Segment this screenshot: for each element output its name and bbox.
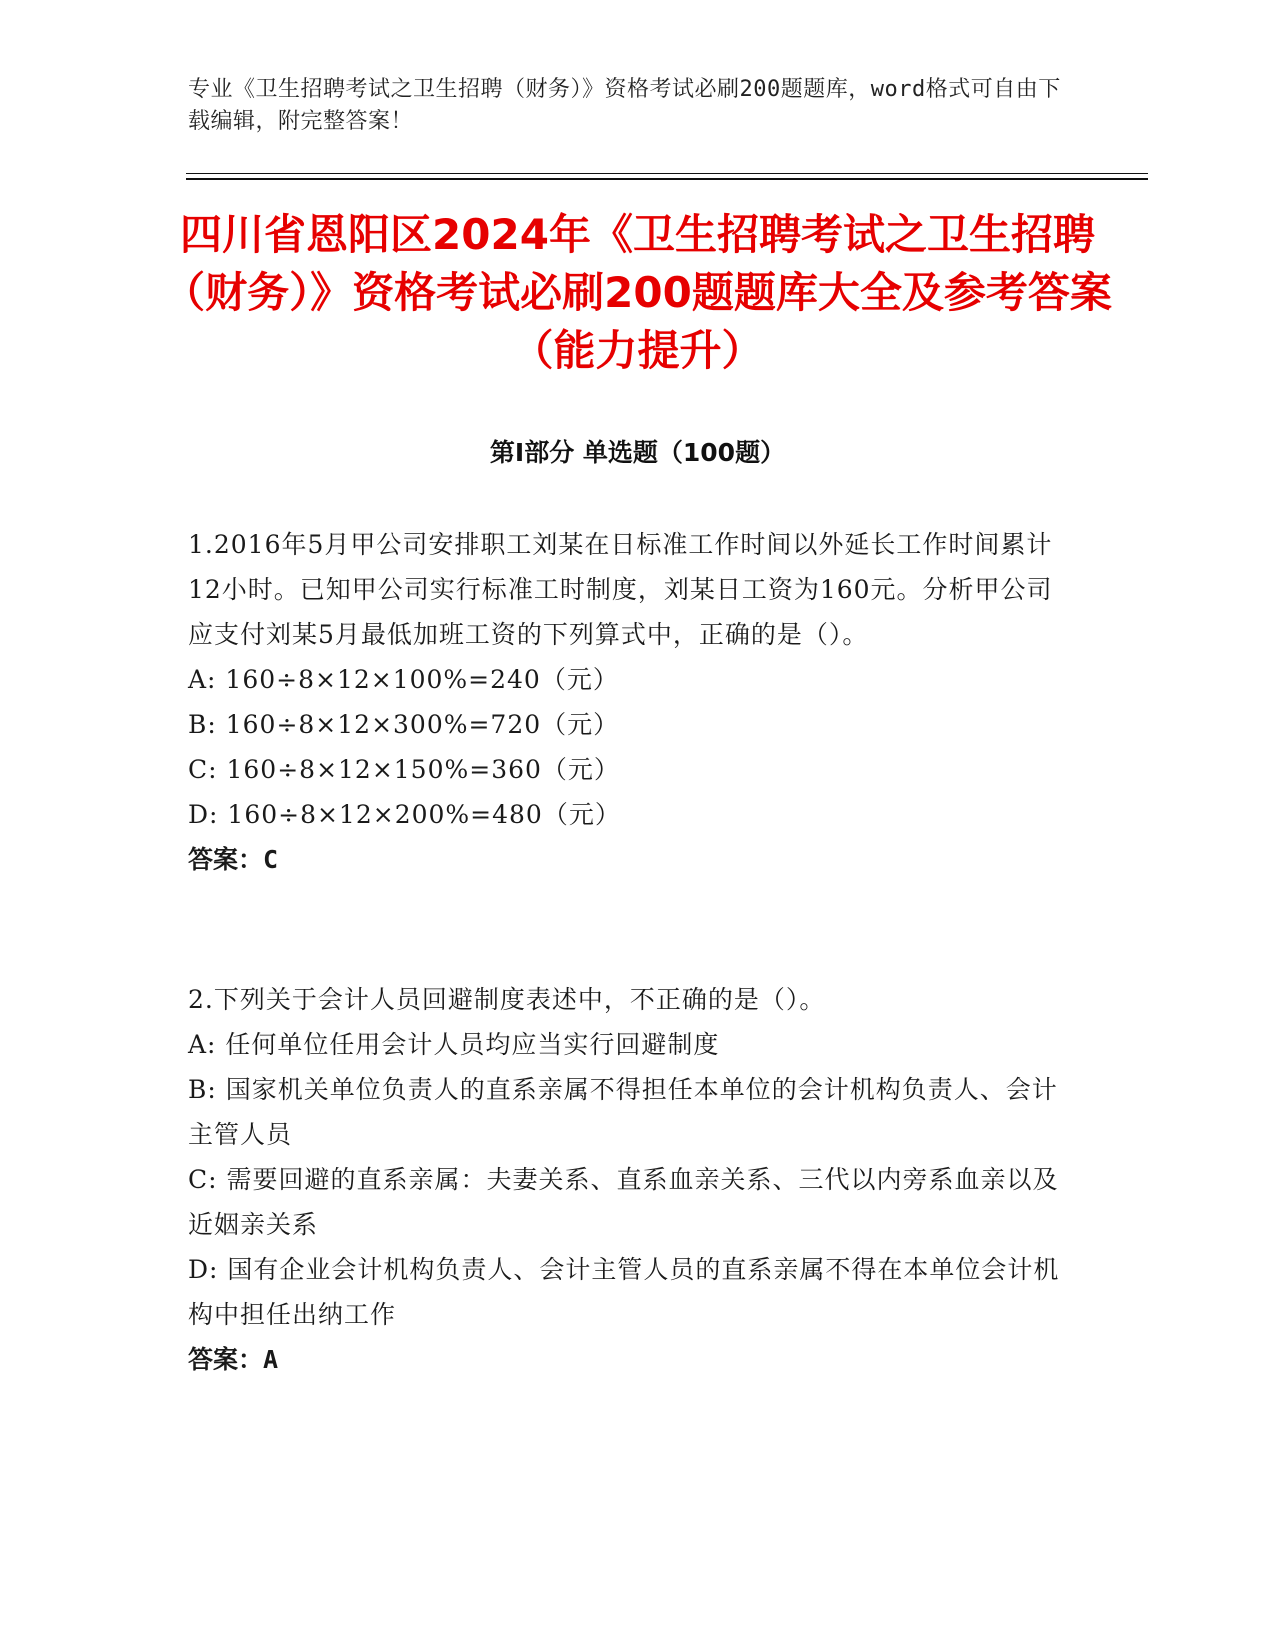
option-b: B: 160÷8×12×300%=720（元） — [188, 710, 620, 739]
option-d: D: 国有企业会计机构负责人、会计主管人员的直系亲属不得在本单位会计机构中担任出纳工作 — [188, 1255, 1060, 1329]
answer: 答案：A — [188, 1345, 279, 1374]
option-b: B: 国家机关单位负责人的直系亲属不得担任本单位的会计机构负责人、会计主管人员 — [188, 1075, 1058, 1149]
header-note: 专业《卫生招聘考试之卫生招聘（财务）》资格考试必刷200题题库，word格式可自由下载编辑，附完整答案！ — [188, 77, 1061, 134]
question-1 — [188, 522, 1068, 882]
document-title: 四川省恩阳区2024年《卫生招聘考试之卫生招聘（财务）》资格考试必刷200题题库大全及参考答案（能力提升） — [163, 210, 1112, 375]
option-c: C: 160÷8×12×150%=360（元） — [188, 755, 620, 784]
option-c: C: 需要回避的直系亲属：夫妻关系、直系血亲关系、三代以内旁系血亲以及近姻亲关系 — [188, 1165, 1059, 1239]
option-a: A: 任何单位任用会计人员均应当实行回避制度 — [188, 1030, 720, 1059]
section-title: 第Ⅰ部分 单选题（100题） — [489, 438, 786, 467]
header-divider-thick — [186, 178, 1148, 180]
question-stem: 1.2016年5月甲公司安排职工刘某在日标准工作时间以外延长工作时间累计12小时。已知甲公司实行标准工时制度，刘某日工资为160元。分析甲公司应支付刘某5月最低加班工资的下列算式中，正确的是（）。 — [188, 530, 1053, 649]
question-stem: 2.下列关于会计人员回避制度表述中，不正确的是（）。 — [188, 985, 826, 1014]
header-divider-thin — [186, 173, 1148, 174]
option-d: D: 160÷8×12×200%=480（元） — [188, 800, 621, 829]
option-a: A: 160÷8×12×100%=240（元） — [188, 665, 619, 694]
answer: 答案：C — [188, 845, 279, 874]
question-2 — [188, 977, 1068, 1382]
